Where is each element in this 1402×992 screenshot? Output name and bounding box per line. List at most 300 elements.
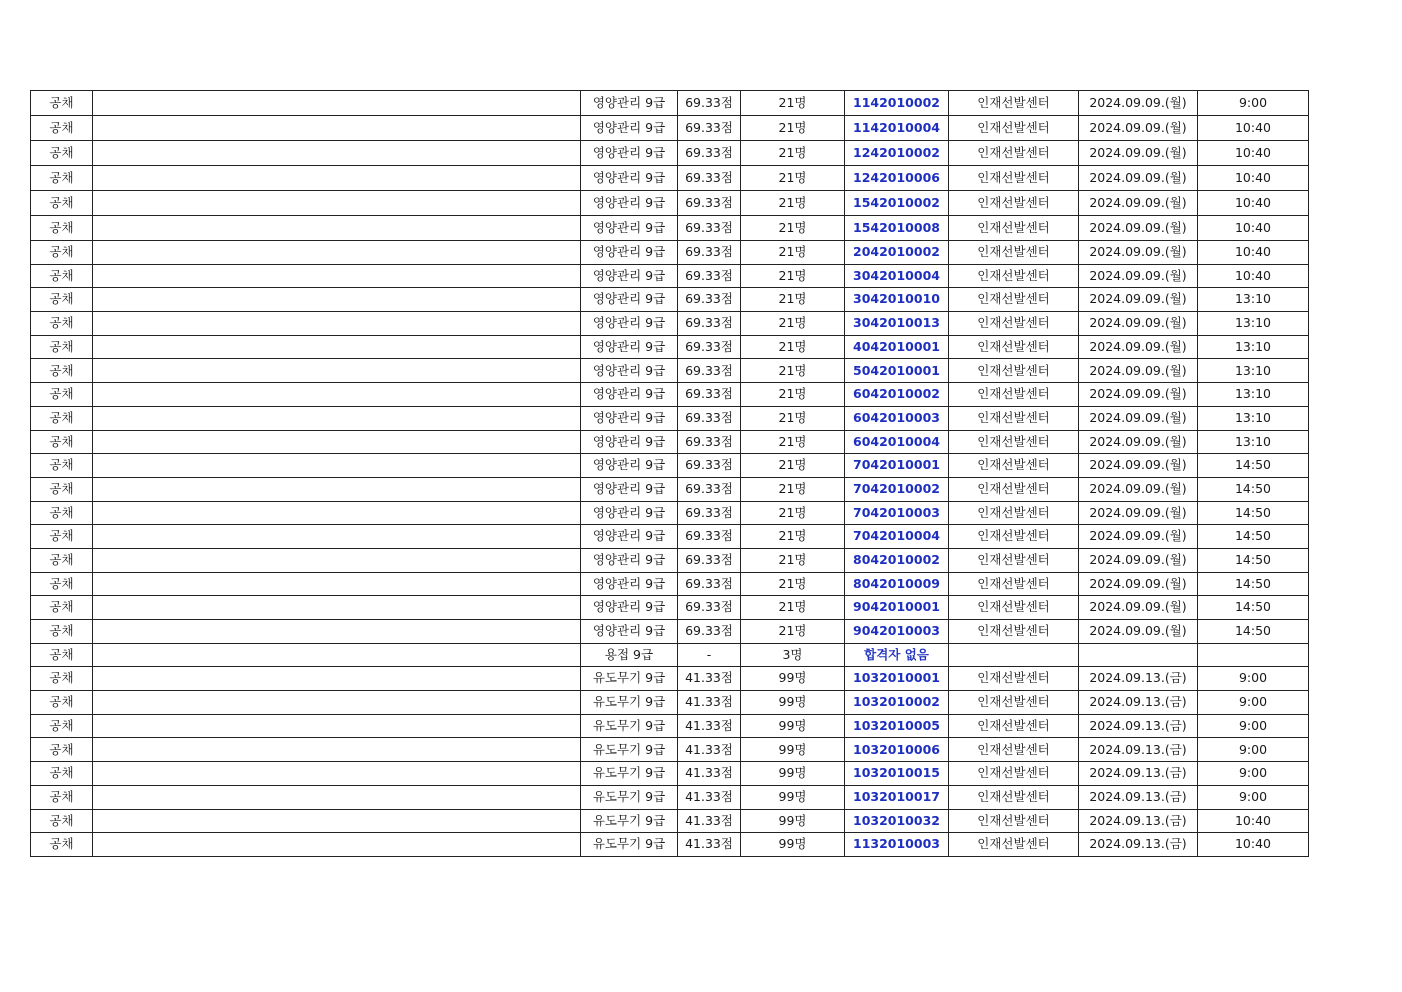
title-cell: [93, 383, 581, 407]
venue-cell: 인재선발센터: [949, 762, 1079, 786]
recruit-type-cell: 공채: [31, 548, 93, 572]
count-cell: 21명: [741, 383, 845, 407]
grade-cell: 유도무기 9급: [581, 762, 678, 786]
count-cell: 21명: [741, 454, 845, 478]
count-cell: 21명: [741, 166, 845, 191]
venue-cell: 인재선발센터: [949, 241, 1079, 265]
score-cell: 69.33점: [678, 216, 741, 241]
count-cell: 21명: [741, 572, 845, 596]
count-cell: 99명: [741, 714, 845, 738]
date-cell: 2024.09.09.(월): [1079, 264, 1198, 288]
date-cell: [1079, 643, 1198, 667]
time-cell: 9:00: [1198, 762, 1309, 786]
date-cell: 2024.09.09.(월): [1079, 454, 1198, 478]
date-cell: 2024.09.13.(금): [1079, 762, 1198, 786]
time-cell: 14:50: [1198, 525, 1309, 549]
exam-number-cell: 9042010003: [845, 620, 949, 644]
time-cell: 10:40: [1198, 166, 1309, 191]
venue-cell: 인재선발센터: [949, 620, 1079, 644]
date-cell: 2024.09.09.(월): [1079, 166, 1198, 191]
score-cell: 69.33점: [678, 264, 741, 288]
count-cell: 21명: [741, 620, 845, 644]
time-cell: 13:10: [1198, 383, 1309, 407]
venue-cell: 인재선발센터: [949, 454, 1079, 478]
count-cell: 21명: [741, 596, 845, 620]
date-cell: 2024.09.09.(월): [1079, 477, 1198, 501]
score-cell: 41.33점: [678, 691, 741, 715]
venue-cell: 인재선발센터: [949, 809, 1079, 833]
venue-cell: 인재선발센터: [949, 738, 1079, 762]
exam-number-cell: 1032010001: [845, 667, 949, 691]
exam-number-cell: 6042010002: [845, 383, 949, 407]
time-cell: 13:10: [1198, 406, 1309, 430]
score-cell: 69.33점: [678, 335, 741, 359]
date-cell: 2024.09.09.(월): [1079, 596, 1198, 620]
count-cell: 21명: [741, 91, 845, 116]
table-row: [31, 809, 1309, 833]
time-cell: 10:40: [1198, 809, 1309, 833]
table-row: [31, 241, 1309, 265]
time-cell: 14:50: [1198, 572, 1309, 596]
table-row: [31, 714, 1309, 738]
exam-number-cell: 1032010002: [845, 691, 949, 715]
score-cell: 41.33점: [678, 833, 741, 857]
title-cell: [93, 264, 581, 288]
exam-number-cell: 1242010002: [845, 141, 949, 166]
table-row: [31, 406, 1309, 430]
score-cell: 41.33점: [678, 762, 741, 786]
venue-cell: 인재선발센터: [949, 288, 1079, 312]
title-cell: [93, 762, 581, 786]
venue-cell: 인재선발센터: [949, 141, 1079, 166]
recruit-type-cell: 공채: [31, 288, 93, 312]
recruit-type-cell: 공채: [31, 477, 93, 501]
venue-cell: [949, 643, 1079, 667]
grade-cell: 영양관리 9급: [581, 572, 678, 596]
score-cell: 69.33점: [678, 501, 741, 525]
exam-number-cell: 1542010002: [845, 191, 949, 216]
recruit-type-cell: 공채: [31, 501, 93, 525]
date-cell: 2024.09.13.(금): [1079, 809, 1198, 833]
score-cell: 69.33점: [678, 430, 741, 454]
exam-number-cell: 5042010001: [845, 359, 949, 383]
score-cell: 41.33점: [678, 809, 741, 833]
recruit-type-cell: 공채: [31, 116, 93, 141]
count-cell: 21명: [741, 359, 845, 383]
score-cell: 41.33점: [678, 738, 741, 762]
count-cell: 21명: [741, 335, 845, 359]
score-cell: 41.33점: [678, 785, 741, 809]
exam-number-cell: 6042010004: [845, 430, 949, 454]
grade-cell: 유도무기 9급: [581, 809, 678, 833]
venue-cell: 인재선발센터: [949, 406, 1079, 430]
table-row: [31, 643, 1309, 667]
time-cell: 9:00: [1198, 738, 1309, 762]
title-cell: [93, 833, 581, 857]
date-cell: 2024.09.13.(금): [1079, 667, 1198, 691]
recruit-type-cell: 공채: [31, 406, 93, 430]
count-cell: 99명: [741, 762, 845, 786]
recruit-type-cell: 공채: [31, 714, 93, 738]
table-row: [31, 525, 1309, 549]
grade-cell: 영양관리 9급: [581, 620, 678, 644]
count-cell: 99명: [741, 691, 845, 715]
title-cell: [93, 738, 581, 762]
time-cell: 13:10: [1198, 430, 1309, 454]
venue-cell: 인재선발센터: [949, 477, 1079, 501]
table-row: [31, 191, 1309, 216]
exam-number-cell: 8042010002: [845, 548, 949, 572]
title-cell: [93, 714, 581, 738]
title-cell: [93, 809, 581, 833]
time-cell: 10:40: [1198, 141, 1309, 166]
venue-cell: 인재선발센터: [949, 501, 1079, 525]
title-cell: [93, 454, 581, 478]
table-row: [31, 691, 1309, 715]
time-cell: 14:50: [1198, 454, 1309, 478]
time-cell: 9:00: [1198, 714, 1309, 738]
exam-number-cell: 합격자 없음: [845, 643, 949, 667]
recruit-type-cell: 공채: [31, 525, 93, 549]
venue-cell: 인재선발센터: [949, 359, 1079, 383]
time-cell: 9:00: [1198, 91, 1309, 116]
recruit-type-cell: 공채: [31, 762, 93, 786]
time-cell: 14:50: [1198, 620, 1309, 644]
exam-number-cell: 7042010003: [845, 501, 949, 525]
grade-cell: 영양관리 9급: [581, 454, 678, 478]
recruit-type-cell: 공채: [31, 216, 93, 241]
count-cell: 21명: [741, 241, 845, 265]
grade-cell: 영양관리 9급: [581, 166, 678, 191]
time-cell: 10:40: [1198, 833, 1309, 857]
time-cell: 9:00: [1198, 667, 1309, 691]
grade-cell: 영양관리 9급: [581, 191, 678, 216]
recruit-type-cell: 공채: [31, 91, 93, 116]
table-row: [31, 833, 1309, 857]
time-cell: 10:40: [1198, 116, 1309, 141]
exam-number-cell: 2042010002: [845, 241, 949, 265]
score-cell: 69.33점: [678, 548, 741, 572]
date-cell: 2024.09.13.(금): [1079, 833, 1198, 857]
recruit-type-cell: 공채: [31, 667, 93, 691]
grade-cell: 영양관리 9급: [581, 335, 678, 359]
recruit-type-cell: 공채: [31, 141, 93, 166]
table-row: [31, 91, 1309, 116]
time-cell: 13:10: [1198, 335, 1309, 359]
count-cell: 21명: [741, 406, 845, 430]
time-cell: 13:10: [1198, 312, 1309, 336]
date-cell: 2024.09.09.(월): [1079, 383, 1198, 407]
exam-number-cell: 1132010003: [845, 833, 949, 857]
score-cell: 41.33점: [678, 667, 741, 691]
exam-number-cell: 7042010001: [845, 454, 949, 478]
title-cell: [93, 116, 581, 141]
venue-cell: 인재선발센터: [949, 264, 1079, 288]
table-row: [31, 216, 1309, 241]
table-row: [31, 335, 1309, 359]
time-cell: 9:00: [1198, 691, 1309, 715]
table-row: [31, 383, 1309, 407]
venue-cell: 인재선발센터: [949, 383, 1079, 407]
exam-number-cell: 3042010004: [845, 264, 949, 288]
venue-cell: 인재선발센터: [949, 525, 1079, 549]
score-cell: 69.33점: [678, 288, 741, 312]
date-cell: 2024.09.09.(월): [1079, 572, 1198, 596]
score-cell: 69.33점: [678, 312, 741, 336]
date-cell: 2024.09.09.(월): [1079, 288, 1198, 312]
recruit-type-cell: 공채: [31, 166, 93, 191]
recruit-type-cell: 공채: [31, 596, 93, 620]
recruit-type-cell: 공채: [31, 191, 93, 216]
table-row: [31, 116, 1309, 141]
recruit-type-cell: 공채: [31, 383, 93, 407]
venue-cell: 인재선발센터: [949, 166, 1079, 191]
grade-cell: 유도무기 9급: [581, 691, 678, 715]
grade-cell: 영양관리 9급: [581, 288, 678, 312]
recruit-type-cell: 공채: [31, 312, 93, 336]
score-cell: 69.33점: [678, 91, 741, 116]
title-cell: [93, 216, 581, 241]
title-cell: [93, 288, 581, 312]
count-cell: 99명: [741, 833, 845, 857]
title-cell: [93, 241, 581, 265]
exam-number-cell: 1242010006: [845, 166, 949, 191]
grade-cell: 유도무기 9급: [581, 714, 678, 738]
table-row: [31, 454, 1309, 478]
score-cell: 69.33점: [678, 166, 741, 191]
count-cell: 21명: [741, 141, 845, 166]
title-cell: [93, 91, 581, 116]
score-cell: 69.33점: [678, 191, 741, 216]
recruit-type-cell: 공채: [31, 738, 93, 762]
date-cell: 2024.09.09.(월): [1079, 141, 1198, 166]
exam-number-cell: 1142010002: [845, 91, 949, 116]
recruit-type-cell: 공채: [31, 833, 93, 857]
grade-cell: 유도무기 9급: [581, 833, 678, 857]
table-row: [31, 548, 1309, 572]
title-cell: [93, 312, 581, 336]
venue-cell: 인재선발센터: [949, 216, 1079, 241]
count-cell: 21명: [741, 477, 845, 501]
recruit-type-cell: 공채: [31, 241, 93, 265]
title-cell: [93, 643, 581, 667]
date-cell: 2024.09.09.(월): [1079, 406, 1198, 430]
exam-number-cell: 1032010006: [845, 738, 949, 762]
venue-cell: 인재선발센터: [949, 572, 1079, 596]
time-cell: 14:50: [1198, 477, 1309, 501]
title-cell: [93, 359, 581, 383]
exam-number-cell: 1032010017: [845, 785, 949, 809]
table-row: [31, 166, 1309, 191]
table-row: [31, 501, 1309, 525]
venue-cell: 인재선발센터: [949, 596, 1079, 620]
date-cell: 2024.09.09.(월): [1079, 91, 1198, 116]
time-cell: [1198, 643, 1309, 667]
time-cell: 13:10: [1198, 288, 1309, 312]
exam-number-cell: 7042010004: [845, 525, 949, 549]
recruit-type-cell: 공채: [31, 643, 93, 667]
time-cell: 10:40: [1198, 241, 1309, 265]
recruit-type-cell: 공채: [31, 264, 93, 288]
date-cell: 2024.09.13.(금): [1079, 785, 1198, 809]
exam-number-cell: 6042010003: [845, 406, 949, 430]
score-cell: 69.33점: [678, 596, 741, 620]
venue-cell: 인재선발센터: [949, 833, 1079, 857]
score-cell: 69.33점: [678, 116, 741, 141]
score-cell: -: [678, 643, 741, 667]
date-cell: 2024.09.09.(월): [1079, 430, 1198, 454]
results-table: [30, 90, 1309, 857]
venue-cell: 인재선발센터: [949, 191, 1079, 216]
title-cell: [93, 667, 581, 691]
date-cell: 2024.09.09.(월): [1079, 525, 1198, 549]
date-cell: 2024.09.09.(월): [1079, 241, 1198, 265]
date-cell: 2024.09.09.(월): [1079, 501, 1198, 525]
time-cell: 14:50: [1198, 501, 1309, 525]
time-cell: 13:10: [1198, 359, 1309, 383]
score-cell: 69.33점: [678, 383, 741, 407]
table-row: [31, 288, 1309, 312]
grade-cell: 영양관리 9급: [581, 312, 678, 336]
grade-cell: 유도무기 9급: [581, 785, 678, 809]
recruit-type-cell: 공채: [31, 359, 93, 383]
title-cell: [93, 691, 581, 715]
title-cell: [93, 501, 581, 525]
grade-cell: 영양관리 9급: [581, 383, 678, 407]
table-row: [31, 141, 1309, 166]
date-cell: 2024.09.13.(금): [1079, 714, 1198, 738]
title-cell: [93, 166, 581, 191]
count-cell: 21명: [741, 288, 845, 312]
score-cell: 69.33점: [678, 454, 741, 478]
venue-cell: 인재선발센터: [949, 714, 1079, 738]
grade-cell: 영양관리 9급: [581, 141, 678, 166]
time-cell: 10:40: [1198, 191, 1309, 216]
time-cell: 14:50: [1198, 548, 1309, 572]
grade-cell: 영양관리 9급: [581, 596, 678, 620]
count-cell: 21명: [741, 525, 845, 549]
title-cell: [93, 548, 581, 572]
date-cell: 2024.09.13.(금): [1079, 738, 1198, 762]
title-cell: [93, 141, 581, 166]
exam-number-cell: 1032010015: [845, 762, 949, 786]
venue-cell: 인재선발센터: [949, 335, 1079, 359]
table-row: [31, 667, 1309, 691]
title-cell: [93, 620, 581, 644]
score-cell: 69.33점: [678, 241, 741, 265]
grade-cell: 영양관리 9급: [581, 359, 678, 383]
exam-number-cell: 7042010002: [845, 477, 949, 501]
date-cell: 2024.09.09.(월): [1079, 312, 1198, 336]
recruit-type-cell: 공채: [31, 572, 93, 596]
table-row: [31, 596, 1309, 620]
score-cell: 69.33점: [678, 525, 741, 549]
count-cell: 3명: [741, 643, 845, 667]
score-cell: 69.33점: [678, 406, 741, 430]
venue-cell: 인재선발센터: [949, 91, 1079, 116]
grade-cell: 영양관리 9급: [581, 406, 678, 430]
table-row: [31, 785, 1309, 809]
recruit-type-cell: 공채: [31, 335, 93, 359]
score-cell: 69.33점: [678, 572, 741, 596]
title-cell: [93, 785, 581, 809]
date-cell: 2024.09.09.(월): [1079, 116, 1198, 141]
table-body: [31, 91, 1309, 857]
grade-cell: 용접 9급: [581, 643, 678, 667]
grade-cell: 영양관리 9급: [581, 241, 678, 265]
grade-cell: 영양관리 9급: [581, 116, 678, 141]
recruit-type-cell: 공채: [31, 809, 93, 833]
grade-cell: 영양관리 9급: [581, 430, 678, 454]
title-cell: [93, 191, 581, 216]
time-cell: 9:00: [1198, 785, 1309, 809]
table-row: [31, 359, 1309, 383]
grade-cell: 영양관리 9급: [581, 264, 678, 288]
table-row: [31, 572, 1309, 596]
venue-cell: 인재선발센터: [949, 312, 1079, 336]
count-cell: 21명: [741, 312, 845, 336]
table-row: [31, 430, 1309, 454]
table-row: [31, 738, 1309, 762]
venue-cell: 인재선발센터: [949, 785, 1079, 809]
venue-cell: 인재선발센터: [949, 548, 1079, 572]
exam-number-cell: 3042010013: [845, 312, 949, 336]
date-cell: 2024.09.09.(월): [1079, 335, 1198, 359]
score-cell: 69.33점: [678, 141, 741, 166]
grade-cell: 영양관리 9급: [581, 525, 678, 549]
count-cell: 99명: [741, 667, 845, 691]
score-cell: 69.33점: [678, 477, 741, 501]
recruit-type-cell: 공채: [31, 691, 93, 715]
count-cell: 21명: [741, 264, 845, 288]
title-cell: [93, 335, 581, 359]
title-cell: [93, 430, 581, 454]
recruit-type-cell: 공채: [31, 454, 93, 478]
recruit-type-cell: 공채: [31, 785, 93, 809]
grade-cell: 영양관리 9급: [581, 216, 678, 241]
grade-cell: 유도무기 9급: [581, 667, 678, 691]
count-cell: 21명: [741, 191, 845, 216]
date-cell: 2024.09.09.(월): [1079, 548, 1198, 572]
exam-number-cell: 9042010001: [845, 596, 949, 620]
date-cell: 2024.09.13.(금): [1079, 691, 1198, 715]
count-cell: 99명: [741, 785, 845, 809]
title-cell: [93, 406, 581, 430]
recruit-type-cell: 공채: [31, 620, 93, 644]
grade-cell: 영양관리 9급: [581, 548, 678, 572]
exam-number-cell: 8042010009: [845, 572, 949, 596]
exam-number-cell: 1542010008: [845, 216, 949, 241]
date-cell: 2024.09.09.(월): [1079, 216, 1198, 241]
table-row: [31, 477, 1309, 501]
count-cell: 21명: [741, 501, 845, 525]
count-cell: 21명: [741, 548, 845, 572]
title-cell: [93, 477, 581, 501]
grade-cell: 영양관리 9급: [581, 477, 678, 501]
exam-number-cell: 1032010005: [845, 714, 949, 738]
exam-number-cell: 1142010004: [845, 116, 949, 141]
exam-number-cell: 3042010010: [845, 288, 949, 312]
table-row: [31, 762, 1309, 786]
title-cell: [93, 572, 581, 596]
date-cell: 2024.09.09.(월): [1079, 359, 1198, 383]
recruit-type-cell: 공채: [31, 430, 93, 454]
count-cell: 21명: [741, 430, 845, 454]
venue-cell: 인재선발센터: [949, 116, 1079, 141]
title-cell: [93, 596, 581, 620]
date-cell: 2024.09.09.(월): [1079, 191, 1198, 216]
time-cell: 14:50: [1198, 596, 1309, 620]
